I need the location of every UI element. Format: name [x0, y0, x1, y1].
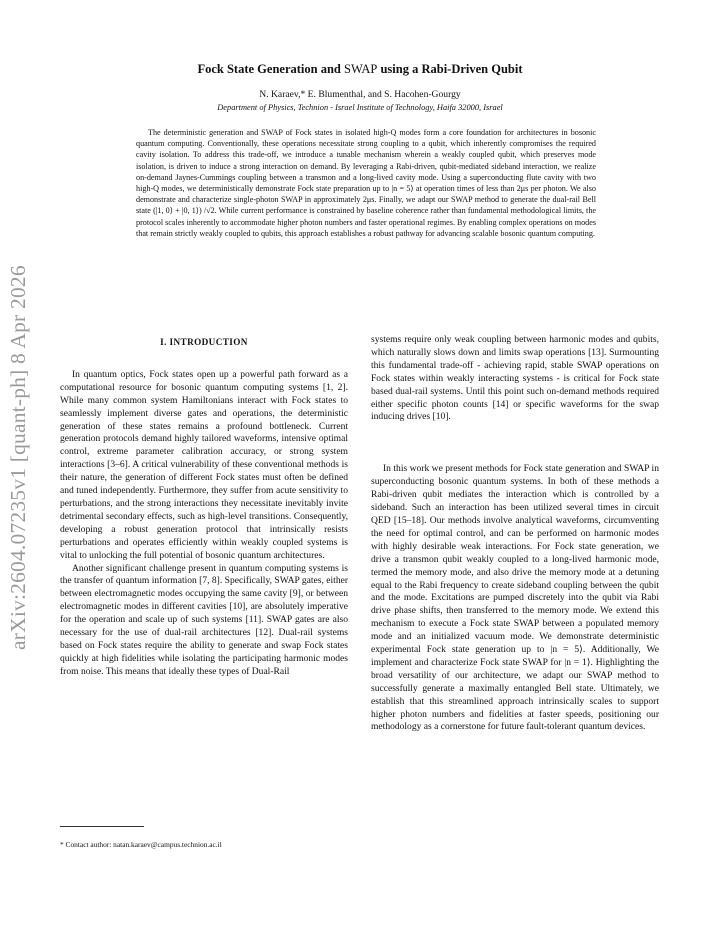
contact-footnote: * Contact author: natan.karaev@campus.technion.ac.il	[60, 840, 222, 849]
section-heading: I. INTRODUCTION	[160, 337, 248, 347]
intro-paragraph-1: In quantum optics, Fock states open up a powerful path forward as a computational resource for bosonic quantum computing systems [1, 2]. While many common system Hamiltonians interact with Fock states to seamlessly implement diverse gates and operations, the deterministic generation of these states remains a profound bottleneck. Current generation protocols demand highly tailored waveforms, intensive optimal control, extreme parameter calibration accuracy, or strong system interactions [3–6]. A critical vulnerability of these conventional methods is their nature, the generation of different Fock states must often be defined and tuned independently. Furthermore, they suffer from acute sensitivity to perturbations, and the strong interactions they necessitate inevitably invite detrimental secondary effects, such as high-level transitions. Consequently, developing a robust generation protocol that intrinsically resists perturbations and operates efficiently within weakly coupled systems is vital to unlocking the full potential of bosonic quantum architectures.	[60, 368, 348, 561]
affiliation: Department of Physics, Technion - Israel Institute of Technology, Haifa 32000, Israel	[217, 103, 503, 112]
intro-paragraph-2: Another significant challenge present in quantum computing systems is the transfer of quantum information [7, 8]. Specifically, SWAP gates, either between electromagnetic modes occupying the same cavity [9], or between electromagnetic modes in different cavities [10], are absolutely imperative for the operation and scale up of such systems [11]. SWAP gates are also necessary for the use of dual-rail architectures [12]. Dual-rail systems based on Fock states require the ability to generate and swap Fock states quickly at high fidelities while isolating the participating harmonic modes from noise. This means that ideally these types of Dual-Rail	[60, 562, 349, 677]
intro-paragraph-3: In this work we present methods for Fock state generation and SWAP in superconducting bosonic quantum systems. In both of these methods a Rabi-driven qubit mediates the interaction which is controlled by a sideband. Such an interaction has been utilized several times in circuit QED [15–18]. Our methods involve analytical waveforms, circumventing the need for optimal control, and can be performed on harmonic modes with highly desirable weak interactions. For Fock state generation, we drive a transmon qubit weakly coupled to a long-lived harmonic mode, termed the memory mode, and also drive the memory mode at a detuning equal to the Rabi frequency to create sideband coupling between the qubit and the mode. Excitations are pumped discretely into the qubit via Rabi drive phase shifts, then transferred to the memory mode. We extend this mechanism to execute a Fock state SWAP between a populated memory mode and an initialized vacuum mode. We demonstrate deterministic experimental Fock state generation up to |n = 5⟩. Additionally, We implement and characterize Fock state SWAP for |n = 1⟩. Highlighting the broad versatility of our architecture, we adapt our SWAP method to successfully generate a maximally entangled Bell state. Ultimately, we establish that this streamlined approach intrinsically scales to support higher photon numbers and fidelities at faster speeds, positioning our methodology as a cornerstone for future fault-tolerant quantum devices.	[371, 463, 659, 733]
abstract: The deterministic generation and SWAP of Fock states in isolated high-Q modes form a core foundation for architectures in bosonic quantum computing. Conventionally, these operations necessitate strong coupling to a qubit, which inherently compromises the required cavity isolation. To address this trade-off, we introduce a tunable mechanism wherein a weakly coupled qubit, which preserves mode isolation, is driven to induce a strong interaction on demand. By leveraging a Rabi-driven, qubit-mediated sideband interaction, we realize on-demand Jaynes-Cummings coupling between a transmon and a long-lived cavity mode. Using a superconducting flute cavity with two high-Q modes, we deterministically demonstrate Fock state preparation up to |n = 5⟩ at operation times of less than 2μs per photon. We also demonstrate and characterize single-photon SWAP in approximately 2μs. Finally, we adapt our SWAP method to generate the dual-rail Bell state (|1, 0⟩ + |0, 1⟩) /√2. While current performance is constrained by baseline coherence rather than fundamental methodological limits, the protocol scales inherently to accommodate higher photon numbers and faster operational regimes. By enabling complex operations on modes that remain strictly weakly coupled to qubits, this approach establishes a robust pathway for advancing scalable bosonic quantum computing.	[136, 128, 596, 238]
author-list: N. Karaev,* E. Blumenthal, and S. Hacohen-Gourgy	[259, 89, 461, 100]
title-swap: SWAP	[344, 62, 378, 76]
paragraph-gap	[371, 424, 659, 463]
arxiv-identifier: arXiv:2604.07235v1 [quant-ph] 8 Apr 2026	[6, 265, 30, 650]
right-column	[371, 334, 659, 734]
footnote-rule	[60, 826, 144, 827]
paper-title	[60, 62, 660, 77]
title-part-1: Fock State Generation and	[197, 62, 344, 76]
intro-paragraph-continued: systems require only weak coupling between harmonic modes and qubits, which naturally slows down and limits swap operations [13]. Surmounting this fundamental trade-off - achieving rapid, stable SWAP operations on Fock states within weakly interacting systems - is critical for Fock state based dual-rail systems. Until this point such on-demand methods required either specific photon counts [14] or specific waveforms for the swap inducing drives [10].	[371, 334, 659, 423]
left-column	[60, 336, 348, 679]
title-part-2: using a Rabi-Driven Qubit	[377, 62, 523, 76]
